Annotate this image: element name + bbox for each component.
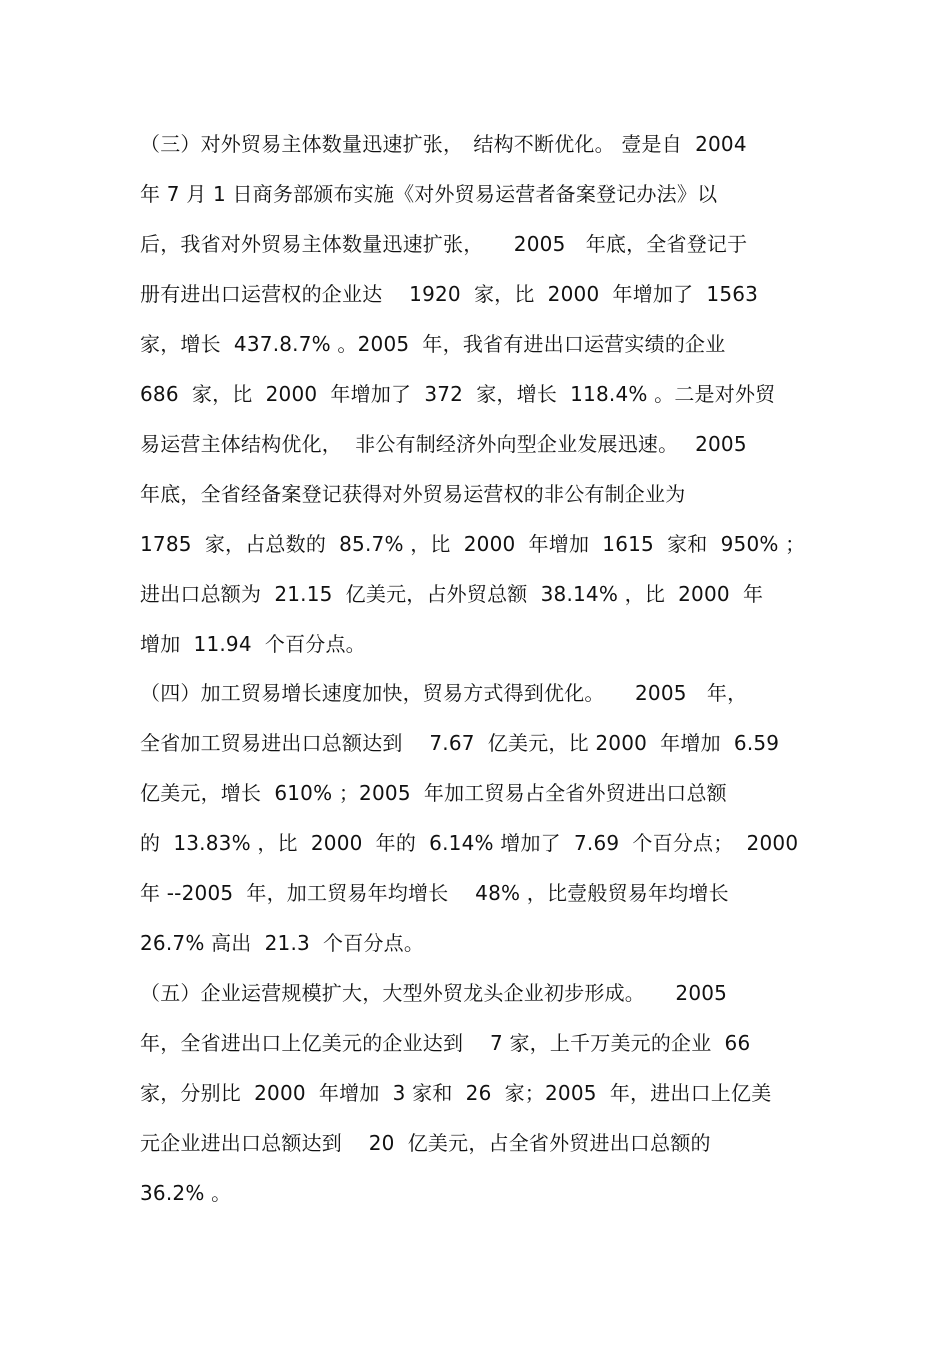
text-line: 的 13.83% ，比 2000 年的 6.14% 增加了 7.69 个百分点； 2000: [140, 831, 799, 855]
text-line: （五）企业运营规模扩大，大型外贸龙头企业初步形成。 2005: [140, 981, 728, 1005]
text-line: 家，增长 437.8.7% 。2005 年，我省有进出口运营实绩的企业: [140, 332, 726, 356]
text-line: 年，全省进出口上亿美元的企业达到 7 家，上千万美元的企业 66: [140, 1031, 751, 1055]
text-line: 进出口总额为 21.15 亿美元，占外贸总额 38.14% ，比 2000 年: [140, 582, 764, 606]
text-line: 元企业进出口总额达到 20 亿美元，占全省外贸进出口总额的: [140, 1131, 711, 1155]
text-line: 年底，全省经备案登记获得对外贸易运营权的非公有制企业为: [140, 482, 686, 506]
text-line: 册有进出口运营权的企业达 1920 家，比 2000 年增加了 1563: [140, 282, 759, 306]
text-line: 易运营主体结构优化， 非公有制经济外向型企业发展迅速。 2005: [140, 432, 747, 456]
text-line: 36.2% 。: [140, 1181, 232, 1205]
text-line: 后，我省对外贸易主体数量迅速扩张， 2005 年底，全省登记于: [140, 232, 748, 256]
text-line: 686 家，比 2000 年增加了 372 家，增长 118.4% 。二是对外贸: [140, 382, 776, 406]
text-line: 26.7% 高出 21.3 个百分点。: [140, 931, 425, 955]
text-line: 亿美元，增长 610% ；2005 年加工贸易占全省外贸进出口总额: [140, 781, 727, 805]
text-line: （四）加工贸易增长速度加快，贸易方式得到优化。 2005 年，: [140, 681, 748, 705]
text-line: 年 --2005 年，加工贸易年均增长 48% ，比壹般贸易年均增长: [140, 881, 729, 905]
text-line: （三）对外贸易主体数量迅速扩张， 结构不断优化。 壹是自 2004: [140, 132, 747, 156]
text-line: 增加 11.94 个百分点。: [140, 632, 366, 656]
text-line: 1785 家，占总数的 85.7% ，比 2000 年增加 1615 家和 950% ；: [140, 532, 806, 556]
text-line: 家，分别比 2000 年增加 3 家和 26 家；2005 年，进出口上亿美: [140, 1081, 772, 1105]
text-line: 年 7 月 1 日商务部颁布实施《对外贸易运营者备案登记办法》以: [140, 182, 718, 206]
text-line: 全省加工贸易进出口总额达到 7.67 亿美元，比 2000 年增加 6.59: [140, 731, 780, 755]
